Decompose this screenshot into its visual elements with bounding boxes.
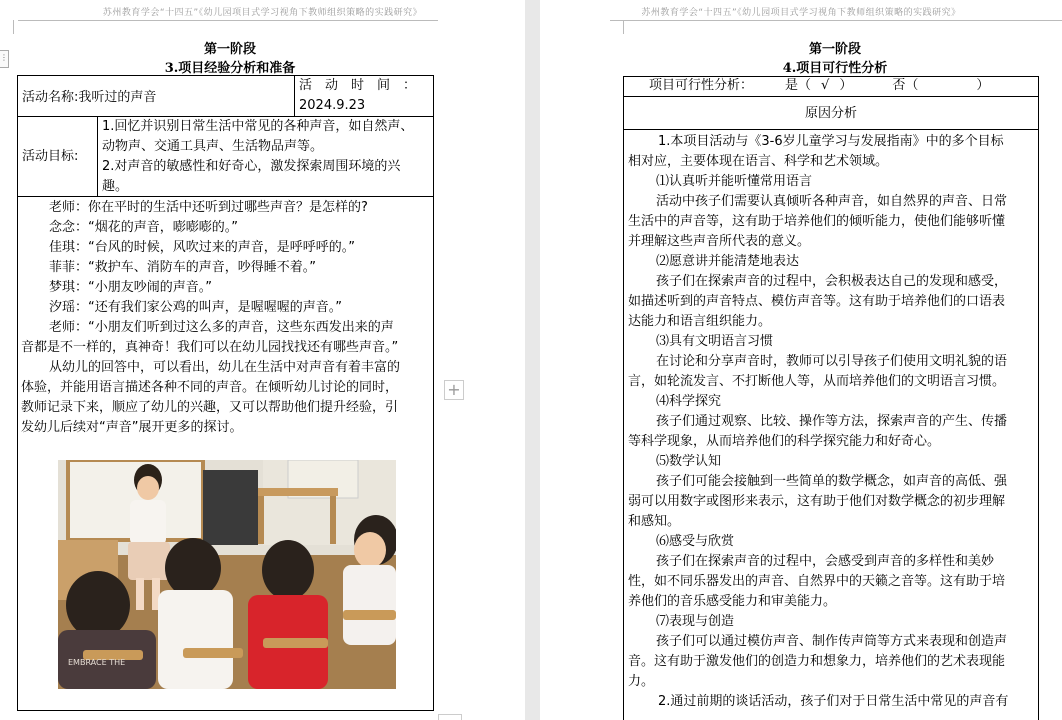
reason-line: ⑹感受与欣赏 [656,534,735,549]
section-title: 4.项目可行性分析 [782,61,888,76]
phase-title: 第一阶段 [808,42,861,57]
reason-line: ⑶具有文明语言习惯 [656,334,774,349]
corner-mark [610,20,624,34]
reason-line: 1.本项目活动与《3-6岁儿童学习与发展指南》中的多个目标 [658,134,1004,149]
summary-line: 从幼儿的回答中，可以看出，幼儿在生活中对声音有着丰富的 [49,360,401,375]
time-value: 2024.9.23 [299,98,366,113]
goal-line: 2.对声音的敏感性和好奇心，激发探索周围环境的兴 [102,159,401,174]
dialogue-line: 梦琪：“小朋友吵闹的声音。” [49,280,212,295]
reason-line: 达能力和语言组织能力。 [628,314,772,329]
reason-line: 生活中的声音等，这有助于培养他们的倾听能力，使他们能够听懂 [628,214,1006,229]
yes-label: 是（ [785,78,812,93]
reason-line: 孩子们在探索声音的过程中，会积极表达自己的发现和感受， [656,274,1008,289]
add-button[interactable]: + [444,380,464,400]
goal-line: 1.回忆并识别日常生活中常见的各种声音，如自然声、 [102,119,414,134]
feasibility-label: 项目可行性分析： [649,78,754,93]
reason-line: 养他们的音乐感受能力和审美能力。 [628,594,837,609]
dialogue-line: 佳琪：“台风的时候，风吹过来的声音，是呼呼呼的。” [49,240,355,255]
corner-mark [0,20,14,34]
reason-line: 和感知。 [628,514,681,529]
reason-line: 孩子们通过观察、比较、操作等方法，探索声音的产生、传播 [656,414,1008,429]
reason-line: ⑵愿意讲并能清楚地表达 [656,254,800,269]
reason-line: 如描述听到的声音特点、模仿声音等。这有助于培养他们的口语表 [628,294,1006,309]
table-divider [97,116,98,197]
running-header: 苏州教育学会“十四五”《幼儿园项目式学习视角下教师组织策略的实践研究》 [102,8,423,18]
header-rule [610,20,1062,21]
goal-line: 动物声、交通工具声、生活物品声等。 [102,139,324,154]
reason-line: 言，如轮流发言、不打断他人等，从而培养他们的文明语言习惯。 [628,374,1006,389]
scroll-handle[interactable] [438,714,462,720]
reason-line: 在讨论和分享声音时，教师可以引导孩子们使用文明礼貌的语 [656,354,1008,369]
reason-line: 相对应，主要体现在语言、科学和艺术领域。 [628,154,889,169]
classroom-photo [58,460,396,689]
dialogue-line: 老师：“小朋友们听到过这么多的声音，这些东西发出来的声 [49,320,394,335]
reason-line: 性，如不同乐器发出的声音、自然界中的天籁之音等。这有助于培 [628,574,1006,589]
reason-line: ⑺表现与创造 [656,614,735,629]
reason-body [628,132,1036,712]
activity-name: 我听过的声音 [78,90,157,105]
reason-line: 孩子们可以通过模仿声音、制作传声筒等方式来表现和创造声 [656,634,1008,649]
phase-title: 第一阶段 [203,42,256,57]
header-rule [18,20,438,21]
reason-line: 等科学现象，从而培养他们的科学探究能力和好奇心。 [628,434,941,449]
shirt-text: EMBRACE THE [68,658,126,667]
running-header: 苏州教育学会“十四五”《幼儿园项目式学习视角下教师组织策略的实践研究》 [641,8,961,18]
reason-line: ⑴认真听并能听懂常用语言 [656,174,813,189]
reason-header: 原因分析 [804,106,857,121]
reason-line: 弱可以用数字或图形来表示，这有助于他们对数学概念的初步理解 [628,494,1006,509]
dialogue-line: 老师：你在平时的生活中还听到过哪些声音？是怎样的? [49,200,368,215]
summary-line: 教师记录下来，顺应了幼儿的兴趣，又可以帮助他们提升经验，引 [21,400,399,415]
reason-line: 2.通过前期的谈话活动，孩子们对于日常生活中常见的声音有 [658,694,1009,709]
reason-line: 活动中孩子们需要认真倾听各种声音，如自然界的声音、日常 [656,194,1008,209]
right-page [540,0,1062,720]
goal-label: 活动目标: [22,149,79,164]
goal-line: 趣。 [102,179,129,194]
reason-line: ⑷科学探究 [656,394,722,409]
left-page [0,0,525,720]
dialogue-line: 念念：“烟花的声音，嘭嘭嘭的。” [49,220,238,235]
dialogue-block [21,198,431,438]
no-close: ） [976,78,990,93]
reason-line: 并理解这些声音所代表的意义。 [628,234,811,249]
no-label: 否（ [892,78,919,93]
section-title: 3.项目经验分析和准备 [164,61,296,76]
side-tab[interactable]: ⋮ [0,50,9,68]
dialogue-line: 音都是不一样的，真神奇！我们可以在幼儿园找找还有哪些声音。” [21,340,399,355]
reason-line: 音。这有助于激发他们的创造力和想象力，培养他们的艺术表现能 [628,654,1006,669]
activity-name-label: 活动名称: [22,90,79,105]
summary-line: 发幼儿后续对“声音”展开更多的探讨。 [21,420,243,435]
reason-line: ⑸数学认知 [656,454,722,469]
reason-line: 力。 [628,674,655,689]
reason-line: 孩子们可能会接触到一些简单的数学概念，如声音的高低、强 [656,474,1008,489]
table-divider [294,75,295,117]
yes-check: √ [821,78,830,93]
time-label: 活 动 时 间 ： [299,78,417,93]
dialogue-line: 菲菲：“救护车、消防车的声音，吵得睡不着。” [49,260,316,275]
summary-line: 体验，并能用语言描述各种不同的声音。在倾听幼儿讨论的同时， [21,380,399,395]
reason-line: 孩子们在探索声音的过程中，会感受到声音的多样性和美妙 [656,554,995,569]
yes-close: ） [839,78,853,93]
dialogue-line: 汐瑶：“还有我们家公鸡的叫声，是喔喔喔的声音。” [49,300,342,315]
